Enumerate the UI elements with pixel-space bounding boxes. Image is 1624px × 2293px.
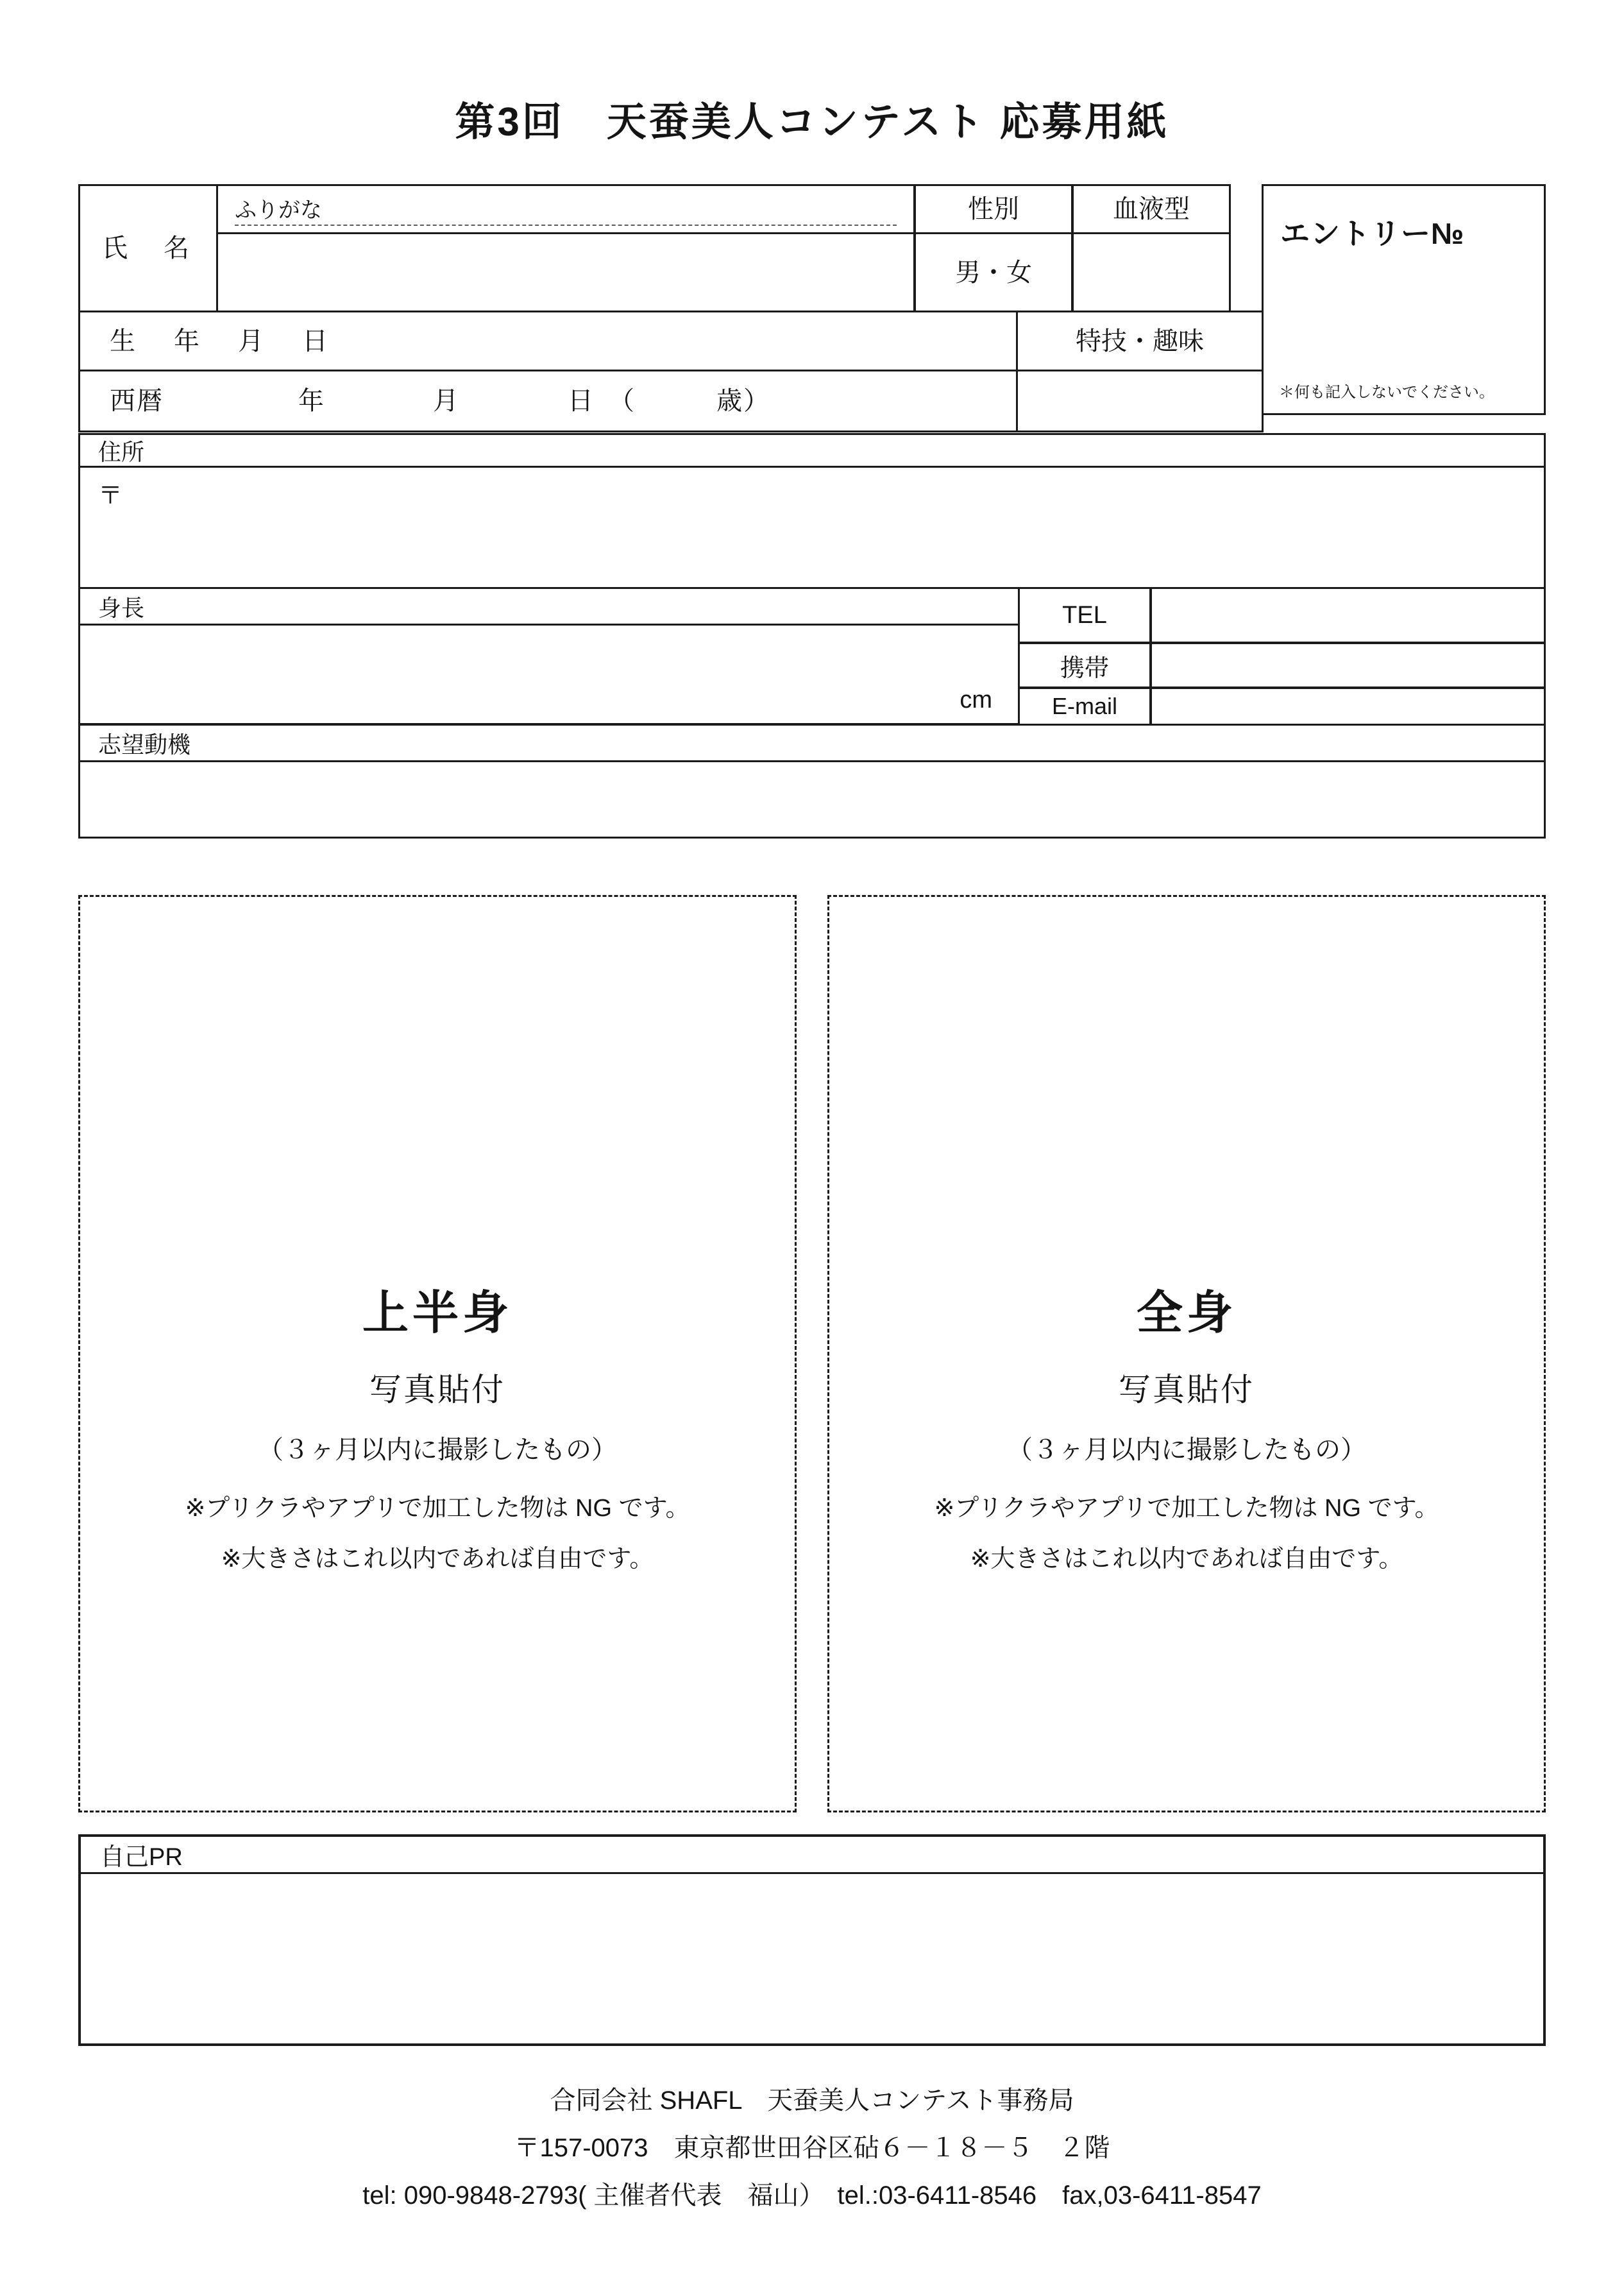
name-label-cell: 氏 名 (78, 184, 218, 312)
height-label-cell: 身長 (78, 587, 1020, 626)
photo-warning2-upper: ※大きさはこれ以内であれば自由です。 (221, 1546, 654, 1573)
footer-line-company: 合同会社 SHAFL 天蚕美人コンテスト事務局 (550, 2086, 1074, 2115)
mobile-input-cell[interactable] (1150, 642, 1546, 688)
page-title: 第3回 天蚕美人コンテスト 応募用紙 (455, 100, 1169, 144)
motivation-label-cell: 志望動機 (78, 724, 1546, 762)
photo-warning2-full: ※大きさはこれ以内であれば自由です。 (970, 1546, 1403, 1573)
contact-block (78, 433, 1546, 876)
photo-title-upper: 上半身 (362, 1288, 512, 1339)
furigana-label: ふりがな (235, 198, 322, 223)
height-unit-label: cm (960, 686, 992, 713)
photo-note-full: （３ヶ月以内に撮影したもの） (1007, 1436, 1366, 1464)
blood-type-input-cell[interactable] (1072, 232, 1231, 312)
self-pr-label: 自己PR (81, 1837, 1543, 1874)
height-input-cell[interactable] (78, 624, 1020, 725)
birth-date-input-cell[interactable]: 西暦 年 月 日 （ 歳） (78, 370, 1018, 432)
gender-label-cell: 性別 (914, 184, 1073, 234)
email-input-cell[interactable] (1150, 687, 1546, 726)
entry-number-label: エントリー№ (1280, 217, 1465, 250)
tel-input-cell[interactable] (1150, 587, 1546, 644)
furigana-cell (216, 184, 915, 234)
photo-title-full: 全身 (1136, 1288, 1237, 1339)
tel-label-cell: TEL (1018, 587, 1151, 644)
photo-note-upper: （３ヶ月以内に撮影したもの） (258, 1436, 617, 1464)
entry-number-box[interactable] (1262, 184, 1546, 415)
footer-line-contact: tel: 090-9848-2793( 主催者代表 福山） tel.:03-6411-8546 fax,03-6411-8547 (362, 2181, 1262, 2210)
blood-type-label-cell: 血液型 (1072, 184, 1231, 234)
photo-box-upper-body[interactable] (78, 895, 797, 1812)
skills-hobby-label-cell: 特技・趣味 (1016, 311, 1264, 371)
footer (0, 2079, 1624, 2217)
self-pr-block[interactable] (78, 1834, 1546, 2046)
gender-options-cell[interactable]: 男・女 (914, 232, 1073, 312)
postal-code-mark: 〒 (98, 482, 123, 509)
mobile-label-cell: 携帯 (1018, 642, 1151, 688)
name-input-cell[interactable] (216, 232, 915, 312)
photo-subtitle-upper: 写真貼付 (369, 1372, 505, 1408)
email-label-cell: E-mail (1018, 687, 1151, 726)
furigana-writing-line (235, 225, 897, 226)
skills-hobby-input-cell[interactable] (1016, 370, 1264, 432)
photo-warning1-upper: ※プリクラやアプリで加工した物は NG です。 (185, 1495, 690, 1522)
photo-warning1-full: ※プリクラやアプリで加工した物は NG です。 (934, 1495, 1439, 1522)
entry-number-note: ＊何も記入しないでください。 (1279, 384, 1494, 401)
photo-attachment-section (78, 895, 1546, 1812)
footer-line-address: 〒157-0073 東京都世田谷区砧６－１８－５ ２階 (514, 2134, 1110, 2162)
birth-label-cell: 生 年 月 日 (78, 311, 1018, 371)
identity-block (78, 184, 1546, 433)
address-input-cell[interactable] (78, 466, 1546, 589)
top-form-section (78, 184, 1546, 433)
motivation-input-cell[interactable] (78, 760, 1546, 839)
address-label-cell: 住所 (78, 433, 1546, 468)
photo-subtitle-full: 写真貼付 (1119, 1372, 1255, 1408)
photo-box-full-body[interactable] (827, 895, 1546, 1812)
